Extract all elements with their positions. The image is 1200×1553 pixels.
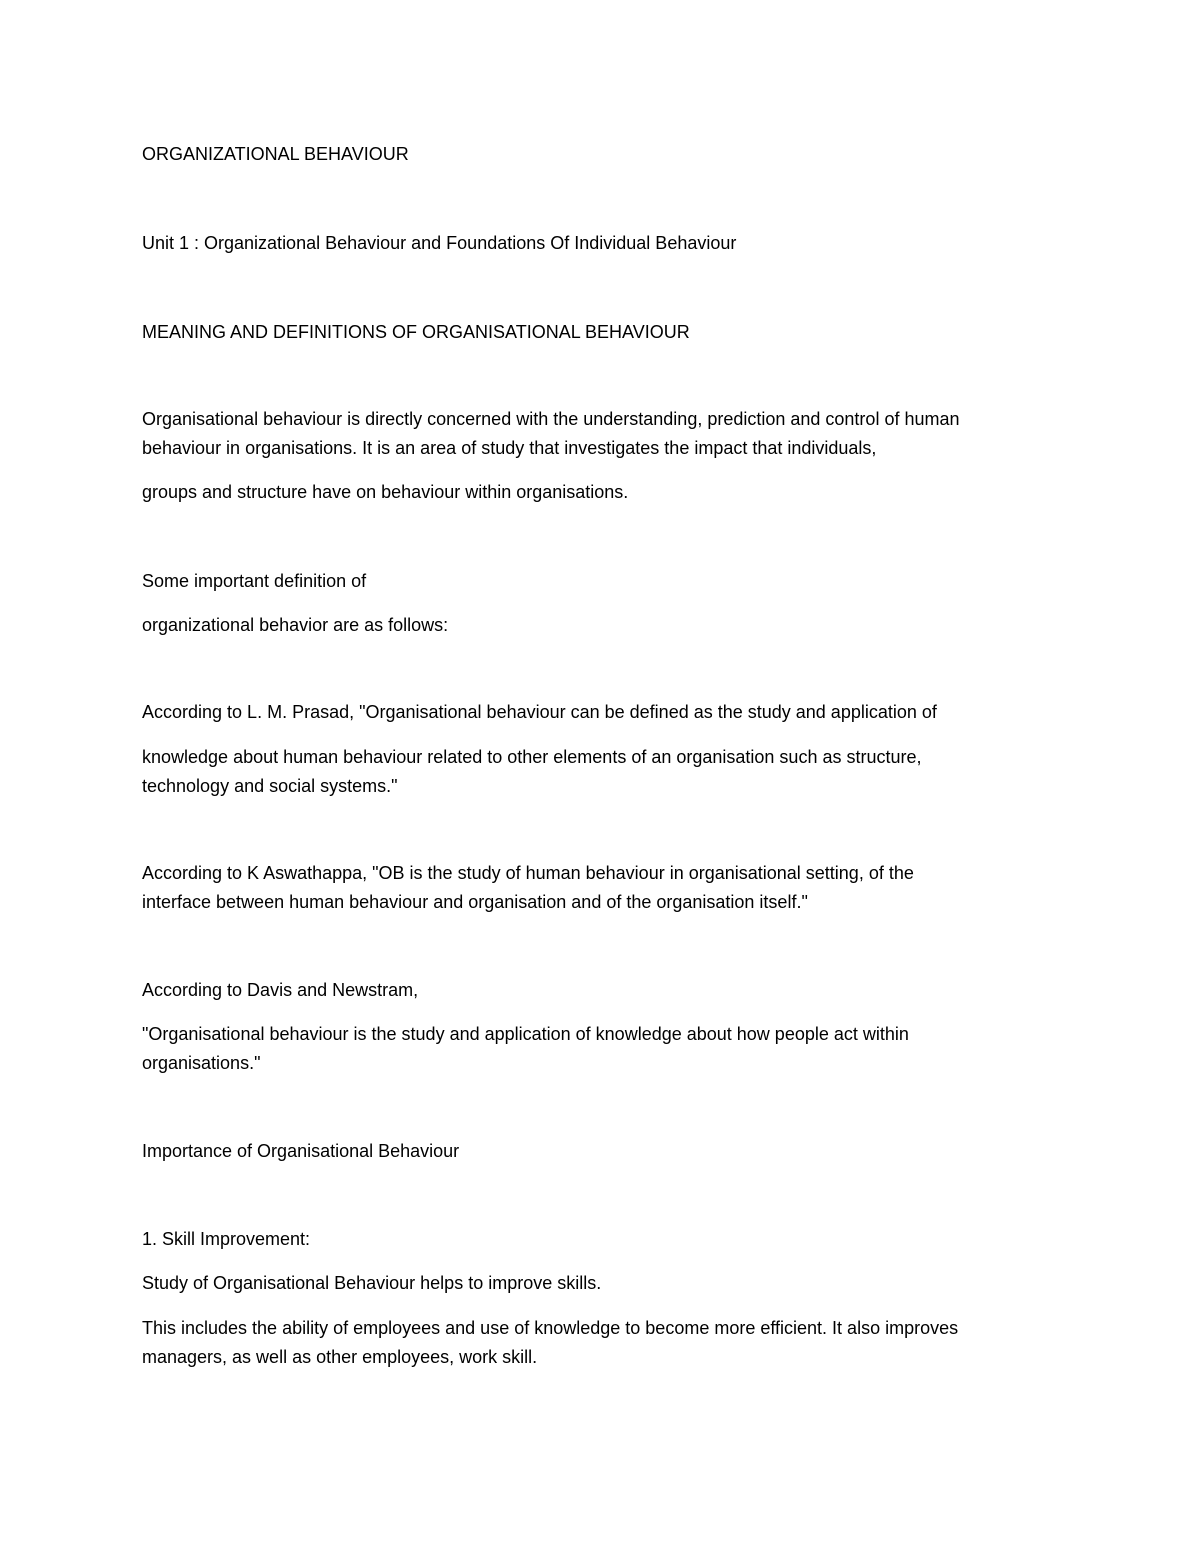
unit-heading: Unit 1 : Organizational Behaviour and Foundations Of Individual Behaviour [142, 233, 737, 253]
davis-definition-line-2: "Organisational behaviour is the study and application of knowledge about how people act within [142, 1024, 909, 1044]
davis-definition-line-3: organisations." [142, 1053, 261, 1073]
intro-line-3: groups and structure have on behaviour within organisations. [142, 482, 629, 502]
skill-line-2: This includes the ability of employees and use of knowledge to become more efficient. It also improves [142, 1318, 959, 1338]
intro-line-2: behaviour in organisations. It is an area of study that investigates the impact that individuals, [142, 438, 877, 458]
aswathappa-definition-line-1: According to K Aswathappa, "OB is the study of human behaviour in organisational setting, of the [142, 863, 914, 883]
document-title: ORGANIZATIONAL BEHAVIOUR [142, 144, 409, 164]
davis-definition-line-1: According to Davis and Newstram, [142, 980, 419, 1000]
section-heading: MEANING AND DEFINITIONS OF ORGANISATIONAL BEHAVIOUR [142, 322, 690, 342]
prasad-definition-line-1: According to L. M. Prasad, "Organisational behaviour can be defined as the study and application of [142, 702, 937, 722]
aswathappa-definition-line-2: interface between human behaviour and organisation and of the organisation itself." [142, 892, 808, 912]
definitions-intro-line-2: organizational behavior are as follows: [142, 615, 449, 635]
definitions-intro-line-1: Some important definition of [142, 571, 367, 591]
prasad-definition-line-2: knowledge about human behaviour related to other elements of an organisation such as structure, [142, 747, 922, 767]
skill-line-1: Study of Organisational Behaviour helps to improve skills. [142, 1273, 602, 1293]
prasad-definition-line-3: technology and social systems." [142, 776, 398, 796]
importance-heading: Importance of Organisational Behaviour [142, 1141, 460, 1161]
skill-heading: 1. Skill Improvement: [142, 1229, 311, 1249]
intro-line-1: Organisational behaviour is directly concerned with the understanding, prediction and control of human [142, 409, 960, 429]
skill-line-3: managers, as well as other employees, work skill. [142, 1347, 538, 1367]
